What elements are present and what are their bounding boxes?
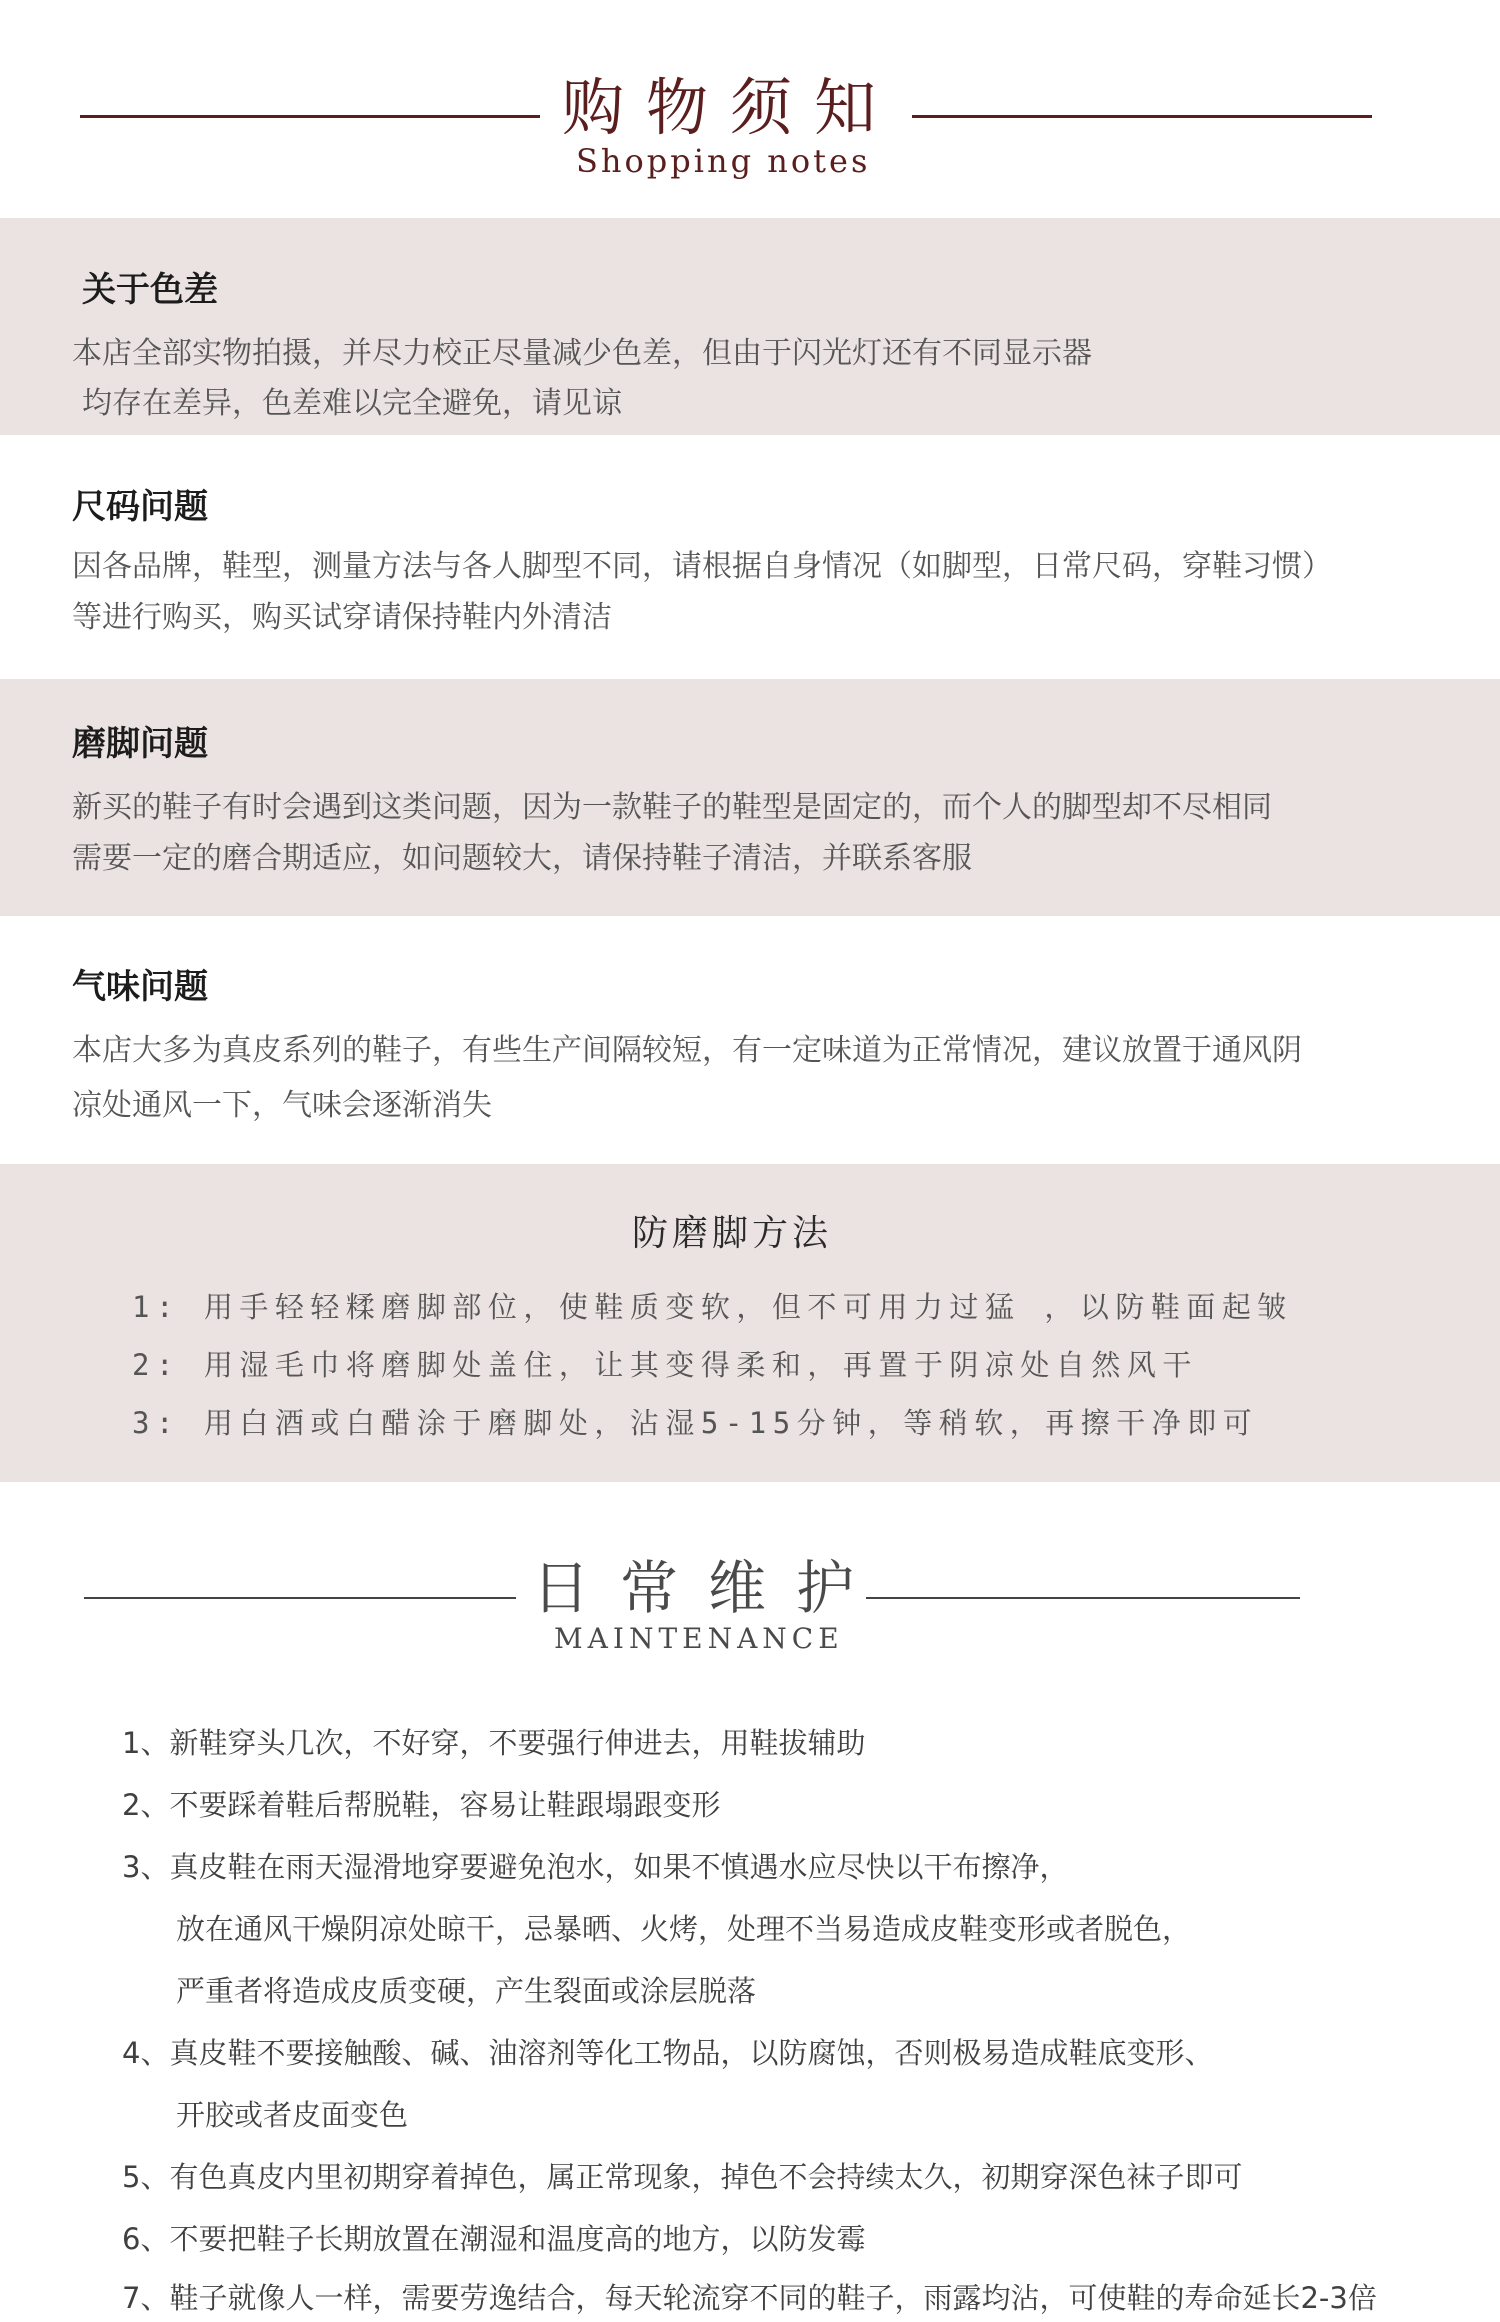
page-subtitle: Shopping notes	[576, 142, 871, 180]
method-step-2: 2: 用湿毛巾将磨脚处盖住，让其变得柔和，再置于阴凉处自然风干	[132, 1348, 1198, 1382]
header-rule-right	[912, 115, 1372, 118]
maintenance-subtitle: MAINTENANCE	[554, 1622, 844, 1655]
maintenance-item-7: 7、鞋子就像人一样，需要劳逸结合，每天轮流穿不同的鞋子，雨露均沾，可使鞋的寿命延长2-3倍	[122, 2281, 1377, 2315]
maintenance-rule-left	[84, 1597, 516, 1599]
method-step-1: 1: 用手轻轻糅磨脚部位，使鞋质变软，但不可用力过猛 ，以防鞋面起皱	[132, 1290, 1293, 1324]
header-rule-left	[80, 115, 540, 118]
notice-title-odor: 气味问题	[72, 967, 208, 1007]
notice-text-color-2: 均存在差异，色差难以完全避免，请见谅	[82, 386, 622, 421]
notice-text-size-2: 等进行购买，购买试穿请保持鞋内外清洁	[72, 600, 612, 635]
maintenance-item-3-cont-1: 放在通风干燥阴凉处晾干，忌暴晒、火烤，处理不当易造成皮鞋变形或者脱色，	[176, 1912, 1192, 1946]
maintenance-item-6: 6、不要把鞋子长期放置在潮湿和温度高的地方，以防发霉	[122, 2222, 866, 2256]
method-title: 防磨脚方法	[632, 1213, 833, 1254]
notice-text-odor-1: 本店大多为真皮系列的鞋子，有些生产间隔较短，有一定味道为正常情况，建议放置于通风阴	[72, 1033, 1302, 1068]
maintenance-item-1: 1、新鞋穿头几次，不好穿，不要强行伸进去，用鞋拔辅助	[122, 1726, 866, 1760]
notice-text-color-1: 本店全部实物拍摄，并尽力校正尽量减少色差，但由于闪光灯还有不同显示器	[72, 336, 1092, 371]
notice-text-odor-2: 凉处通风一下，气味会逐渐消失	[72, 1088, 492, 1123]
notice-title-color: 关于色差	[82, 270, 218, 310]
page-title: 购物须知	[562, 71, 899, 144]
maintenance-item-4-cont: 开胶或者皮面变色	[176, 2098, 409, 2132]
notice-title-size: 尺码问题	[72, 487, 208, 527]
maintenance-item-3-cont-2: 严重者将造成皮质变硬，产生裂面或涂层脱落	[176, 1974, 757, 2008]
method-step-3: 3: 用白酒或白醋涂于磨脚处，沾湿5-15分钟，等稍软，再擦干净即可	[132, 1406, 1259, 1440]
maintenance-item-3: 3、真皮鞋在雨天湿滑地穿要避免泡水，如果不慎遇水应尽快以干布擦净，	[122, 1850, 1069, 1884]
maintenance-rule-right	[866, 1597, 1300, 1599]
notice-text-size-1: 因各品牌，鞋型，测量方法与各人脚型不同，请根据自身情况（如脚型，日常尺码，穿鞋习惯）	[72, 549, 1332, 584]
maintenance-item-5: 5、有色真皮内里初期穿着掉色，属正常现象，掉色不会持续太久，初期穿深色袜子即可	[122, 2160, 1243, 2194]
notice-text-wear-2: 需要一定的磨合期适应，如问题较大，请保持鞋子清洁，并联系客服	[72, 841, 972, 876]
notice-text-wear-1: 新买的鞋子有时会遇到这类问题，因为一款鞋子的鞋型是固定的，而个人的脚型却不尽相同	[72, 790, 1272, 825]
maintenance-item-4: 4、真皮鞋不要接触酸、碱、油溶剂等化工物品，以防腐蚀，否则极易造成鞋底变形、	[122, 2036, 1214, 2070]
maintenance-item-2: 2、不要踩着鞋后帮脱鞋，容易让鞋跟塌跟变形	[122, 1788, 721, 1822]
maintenance-title: 日常维护	[532, 1554, 885, 1622]
notice-title-wear: 磨脚问题	[72, 724, 208, 764]
